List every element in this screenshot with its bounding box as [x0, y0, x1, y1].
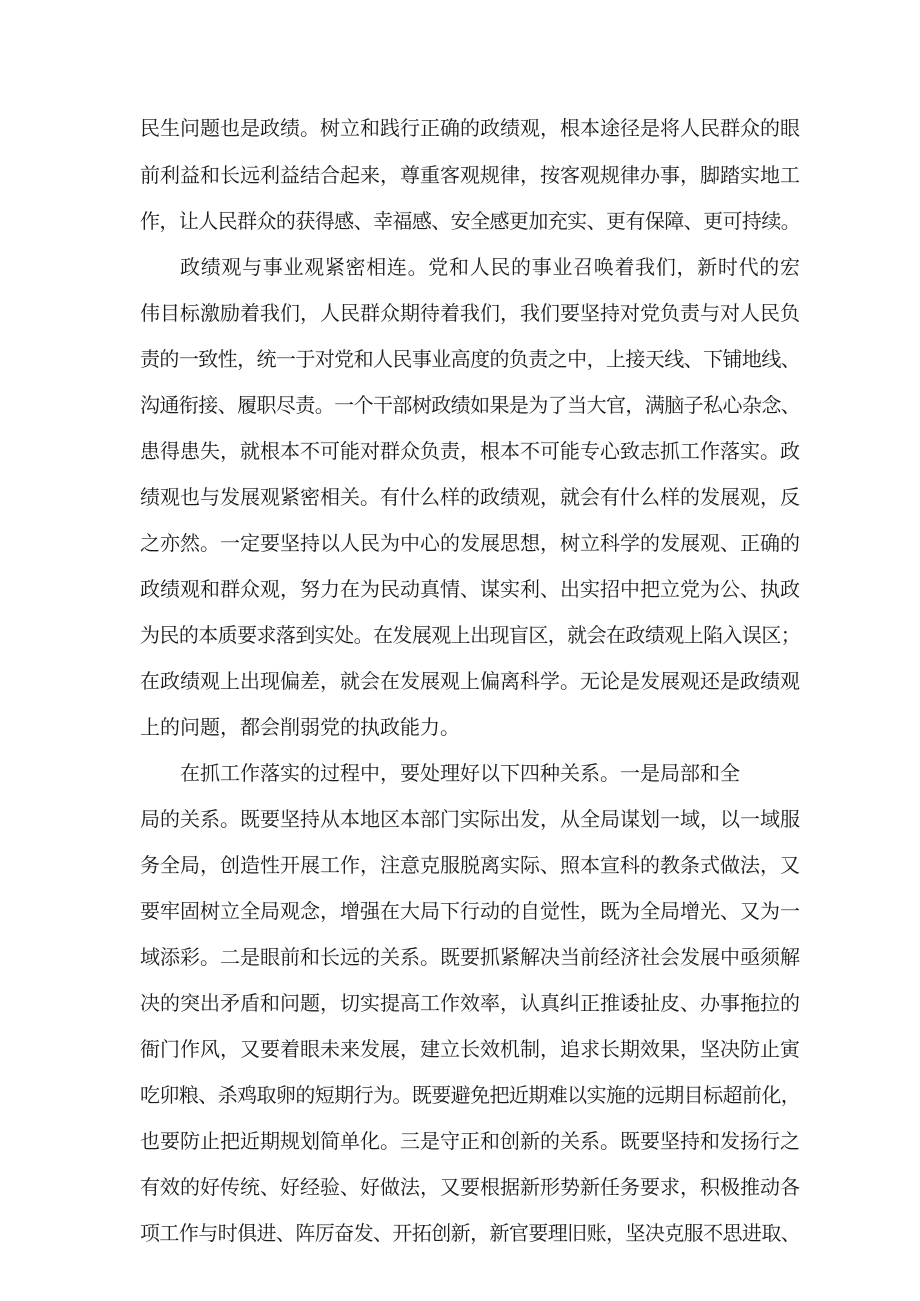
text-line: 沟通衔接、履职尽责。一个干部树政绩如果是为了当大官，满脑子私心杂念、 — [140, 393, 800, 417]
text-line: 局的关系。既要坚持从本地区本部门实际出发，从全局谋划一域，以一域服 — [140, 807, 800, 831]
text-line: 患得患失，就根本不可能对群众负责，根本不可能专心致志抓工作落实。政 — [140, 439, 800, 463]
paragraph-first-line: 政绩观与事业观紧密相连。党和人民的事业召唤着我们，新时代的宏 — [180, 255, 800, 279]
text-line: 衙门作风，又要着眼未来发展，建立长效机制，追求长期效果，坚决防止寅 — [140, 1037, 800, 1061]
text-line: 在政绩观上出现偏差，就会在发展观上偏离科学。无论是发展观还是政绩观 — [140, 669, 800, 693]
text-line: 也要防止把近期规划简单化。三是守正和创新的关系。既要坚持和发扬行之 — [140, 1129, 800, 1153]
text-line: 绩观也与发展观紧密相关。有什么样的政绩观，就会有什么样的发展观，反 — [140, 485, 800, 509]
text-line: 为民的本质要求落到实处。在发展观上出现盲区，就会在政绩观上陷入误区； — [140, 623, 800, 647]
text-line: 务全局，创造性开展工作，注意克服脱离实际、照本宣科的教条式做法，又 — [140, 853, 800, 877]
text-line: 决的突出矛盾和问题，切实提高工作效率，认真纠正推诿扯皮、办事拖拉的 — [140, 991, 800, 1015]
text-line: 前利益和长远利益结合起来，尊重客观规律，按客观规律办事，脚踏实地工 — [140, 163, 800, 187]
text-line: 项工作与时俱进、阵厉奋发、开拓创新，新官要理旧账，坚决克服不思进取、 — [140, 1221, 800, 1245]
text-line: 责的一致性，统一于对党和人民事业高度的负责之中，上接天线、下铺地线、 — [140, 347, 800, 371]
text-line: 吃卯粮、杀鸡取卵的短期行为。既要避免把近期难以实施的远期目标超前化， — [140, 1083, 800, 1107]
paragraph-first-line: 在抓工作落实的过程中，要处理好以下四种关系。一是局部和全 — [180, 761, 740, 785]
paragraph-last-line: 上的问题，都会削弱党的执政能力。 — [140, 715, 460, 739]
text-line: 要牢固树立全局观念，增强在大局下行动的自觉性，既为全局增光、又为一 — [140, 899, 800, 923]
text-line: 政绩观和群众观，努力在为民动真情、谋实利、出实招中把立党为公、执政 — [140, 577, 800, 601]
text-line: 伟目标激励着我们，人民群众期待着我们，我们要坚持对党负责与对人民负 — [140, 301, 800, 325]
text-line: 有效的好传统、好经验、好做法，又要根据新形势新任务要求，积极推动各 — [140, 1175, 800, 1199]
text-line: 域添彩。二是眼前和长远的关系。既要抓紧解决当前经济社会发展中亟须解 — [140, 945, 800, 969]
text-line: 民生问题也是政绩。树立和践行正确的政绩观，根本途径是将人民群众的眼 — [140, 116, 800, 140]
text-line: 作，让人民群众的获得感、幸福感、安全感更加充实、更有保障、更可持续。 — [140, 209, 800, 233]
text-line: 之亦然。一定要坚持以人民为中心的发展思想，树立科学的发展观、正确的 — [140, 531, 800, 555]
